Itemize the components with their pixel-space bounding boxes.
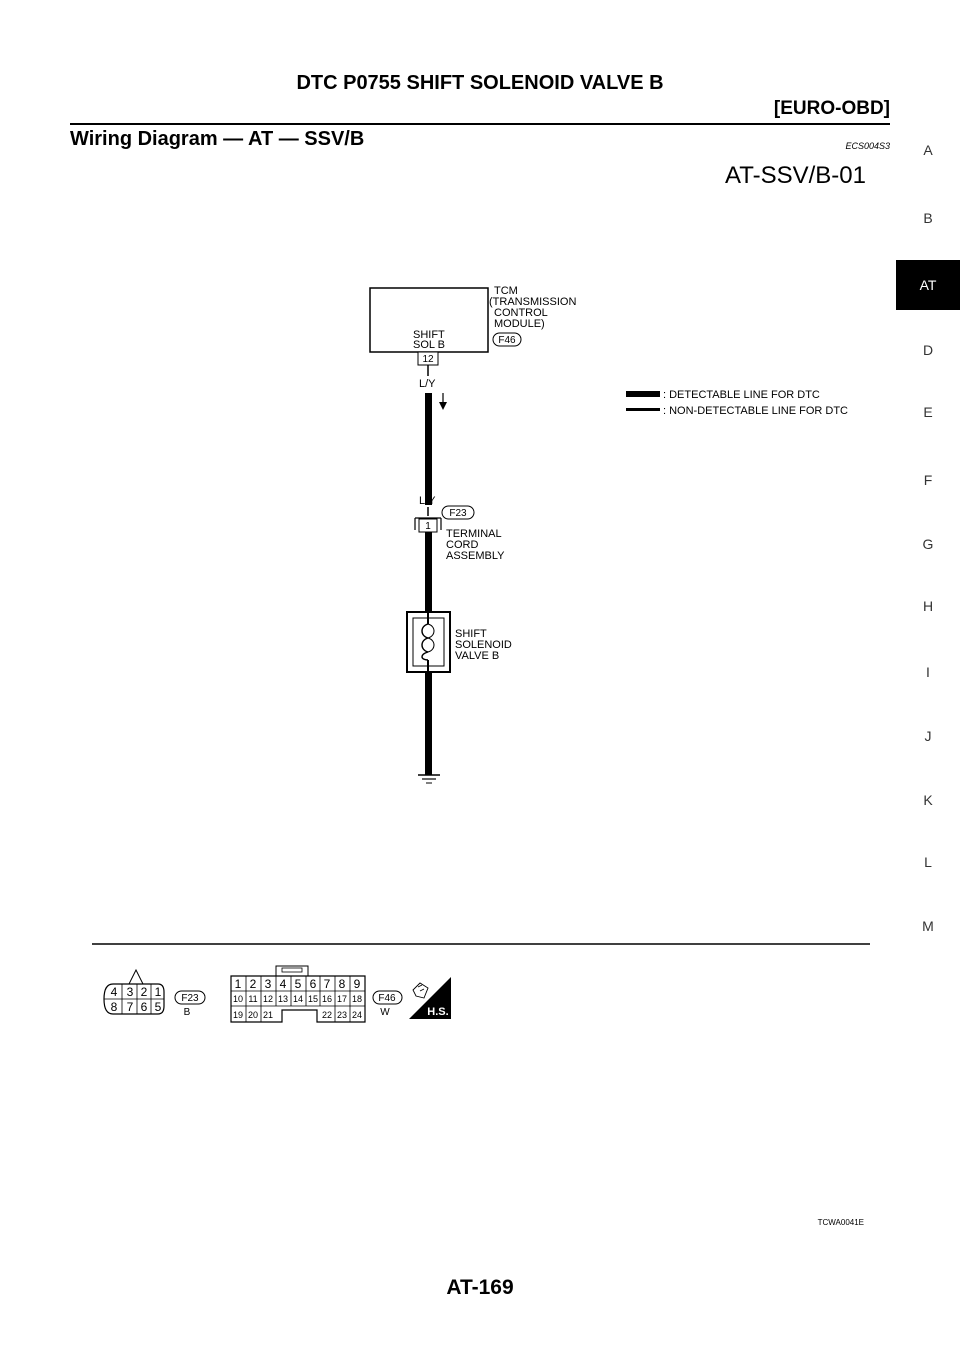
tcm-terminal-label-2: SOL B bbox=[413, 339, 445, 351]
tcm-connector-id: F46 bbox=[498, 335, 516, 346]
hs-label: H.S. bbox=[427, 1006, 449, 1018]
page-header-section: [EURO-OBD] bbox=[773, 98, 890, 119]
tab-g[interactable]: G bbox=[922, 536, 934, 552]
svg-text:4: 4 bbox=[110, 985, 118, 999]
cord-label-3: ASSEMBLY bbox=[446, 550, 505, 562]
wire-segment-upper bbox=[425, 393, 432, 505]
tcm-label-1: TCM bbox=[494, 285, 518, 297]
svg-text:14: 14 bbox=[292, 994, 304, 1004]
legend-thin-line bbox=[626, 408, 660, 411]
section-code: ECS004S3 bbox=[845, 141, 890, 151]
svg-text:6: 6 bbox=[309, 977, 317, 991]
f46-id: F46 bbox=[378, 993, 396, 1004]
svg-text:17: 17 bbox=[336, 994, 348, 1004]
tcm-label-4: MODULE) bbox=[494, 318, 545, 330]
svg-text:18: 18 bbox=[351, 994, 363, 1004]
tcm-terminal-label-1: SHIFT bbox=[413, 329, 445, 341]
svg-text:23: 23 bbox=[336, 1010, 348, 1020]
f23-connector-face bbox=[104, 970, 164, 1014]
svg-text:2: 2 bbox=[140, 985, 148, 999]
svg-text:7: 7 bbox=[323, 977, 331, 991]
tab-b[interactable]: B bbox=[923, 210, 933, 226]
wire-segment-lower bbox=[425, 672, 432, 775]
tcm-label-2: (TRANSMISSION bbox=[489, 296, 577, 308]
svg-text:6: 6 bbox=[140, 1000, 148, 1014]
svg-text:3: 3 bbox=[126, 985, 134, 999]
figure-code: TCWA0041E bbox=[817, 1218, 864, 1227]
svg-text:5: 5 bbox=[294, 977, 302, 991]
svg-text:5: 5 bbox=[154, 1000, 162, 1014]
cord-terminal-number: 1 bbox=[425, 521, 431, 532]
svg-text:24: 24 bbox=[351, 1010, 363, 1020]
f46-color: W bbox=[380, 1007, 390, 1018]
tab-f[interactable]: F bbox=[923, 472, 933, 488]
svg-text:12: 12 bbox=[262, 994, 274, 1004]
svg-text:7: 7 bbox=[126, 1000, 134, 1014]
tab-i[interactable]: I bbox=[926, 664, 930, 680]
wire-color-top: L/Y bbox=[419, 378, 436, 390]
tab-d[interactable]: D bbox=[922, 342, 934, 358]
cord-label-1: TERMINAL bbox=[446, 528, 502, 540]
cord-label-2: CORD bbox=[446, 539, 479, 551]
legend-non-detectable: : NON-DETECTABLE LINE FOR DTC bbox=[663, 405, 848, 417]
cord-connector-id: F23 bbox=[449, 508, 467, 519]
harness-side-icon bbox=[409, 977, 451, 1019]
wire-color-mid: L/Y bbox=[419, 495, 436, 507]
tab-m[interactable]: M bbox=[922, 918, 934, 934]
f23-color: B bbox=[183, 1007, 191, 1018]
tab-k[interactable]: K bbox=[923, 792, 933, 808]
svg-text:22: 22 bbox=[321, 1010, 333, 1020]
svg-text:3: 3 bbox=[264, 977, 272, 991]
legend-thick-line bbox=[626, 391, 660, 397]
svg-text:8: 8 bbox=[338, 977, 346, 991]
svg-text:1: 1 bbox=[154, 985, 162, 999]
svg-text:10: 10 bbox=[232, 994, 244, 1004]
tab-j[interactable]: J bbox=[924, 728, 932, 744]
svg-text:21: 21 bbox=[262, 1010, 274, 1020]
svg-text:19: 19 bbox=[232, 1010, 244, 1020]
svg-text:15: 15 bbox=[307, 994, 319, 1004]
section-title: Wiring Diagram — AT — SSV/B bbox=[70, 128, 365, 150]
tcm-terminal-number: 12 bbox=[422, 354, 434, 365]
svg-text:11: 11 bbox=[248, 994, 258, 1004]
tab-e[interactable]: E bbox=[923, 404, 933, 420]
solenoid-label-3: VALVE B bbox=[455, 650, 500, 662]
svg-text:4: 4 bbox=[279, 977, 287, 991]
wire-segment-middle bbox=[425, 532, 432, 612]
solenoid-label-1: SHIFT bbox=[455, 628, 487, 640]
svg-text:16: 16 bbox=[321, 994, 333, 1004]
page-number: AT-169 bbox=[446, 1276, 514, 1299]
svg-text:2: 2 bbox=[249, 977, 257, 991]
solenoid-inner-box bbox=[413, 618, 444, 666]
svg-text:9: 9 bbox=[353, 977, 361, 991]
tcm-label-3: CONTROL bbox=[494, 307, 548, 319]
tab-at[interactable]: AT bbox=[896, 260, 960, 310]
tab-l[interactable]: L bbox=[924, 854, 932, 870]
page-header-title: DTC P0755 SHIFT SOLENOID VALVE B bbox=[296, 72, 664, 94]
svg-text:20: 20 bbox=[247, 1010, 259, 1020]
svg-text:8: 8 bbox=[110, 1000, 118, 1014]
legend-detectable: : DETECTABLE LINE FOR DTC bbox=[663, 389, 820, 401]
diagram-id: AT-SSV/B-01 bbox=[725, 162, 866, 189]
svg-text:1: 1 bbox=[234, 977, 242, 991]
f46-connector-face bbox=[231, 966, 365, 1022]
tab-h[interactable]: H bbox=[922, 598, 934, 614]
solenoid-label-2: SOLENOID bbox=[455, 639, 512, 651]
f23-id: F23 bbox=[181, 993, 199, 1004]
tab-a[interactable]: A bbox=[923, 142, 933, 158]
svg-text:13: 13 bbox=[277, 994, 289, 1004]
signal-arrow-icon bbox=[439, 402, 447, 410]
